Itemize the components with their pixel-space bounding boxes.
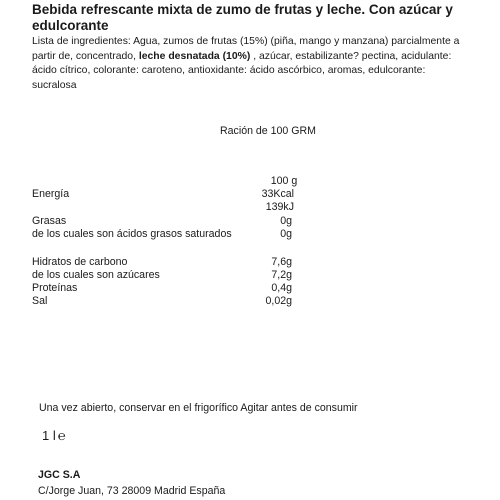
nutrition-label: Grasas bbox=[32, 215, 67, 227]
manufacturer-address: C/Jorge Juan, 73 28009 Madrid España bbox=[38, 485, 226, 497]
nutrition-label: de los cuales son azúcares bbox=[32, 269, 160, 281]
ingredients-list bbox=[32, 35, 472, 93]
nutrition-value: 0g bbox=[280, 215, 292, 227]
nutrition-value: 139kJ bbox=[265, 201, 294, 213]
product-title: Bebida refrescante mixta de zumo de frutas y leche. Con azúcar y edulcorante bbox=[32, 2, 453, 33]
ingredients-text-part1: Lista de ingredientes: Agua, zumos de frutas (15%) (piña, mango y manzana) parcialmente a partir de, concentrado, bbox=[32, 36, 460, 62]
ingredients-text-part2: , azúcar, estabilizante? pectina, acidulante: ácido cítrico, colorante: caroteno, antioxidante: ácido ascórbico, aromas, edulcorante: sucralosa bbox=[32, 50, 452, 91]
portion-label: Ración de 100 GRM bbox=[220, 125, 316, 137]
estimated-sign-icon: ℮ bbox=[57, 428, 66, 443]
nutrition-label: Sal bbox=[32, 295, 48, 307]
manufacturer-name: JGC S.A bbox=[38, 469, 81, 481]
storage-note: Una vez abierto, conservar en el frigorífico Agitar antes de consumir bbox=[39, 402, 358, 414]
nutrition-value: 7,6g bbox=[271, 256, 292, 268]
nutrition-label: de los cuales son ácidos grasos saturados bbox=[32, 228, 232, 240]
nutrition-value: 0,02g bbox=[265, 295, 292, 307]
nutrition-label: Hidratos de carbono bbox=[32, 256, 128, 268]
volume-amount: 1 l bbox=[42, 428, 56, 443]
nutrition-value: 0,4g bbox=[271, 282, 292, 294]
nutrition-value: 33Kcal bbox=[261, 188, 294, 200]
nutrition-column-header: 100 g bbox=[270, 175, 298, 187]
nutrition-value: 0g bbox=[280, 228, 292, 240]
nutrition-label: Energía bbox=[32, 188, 70, 200]
nutrition-label: Proteínas bbox=[32, 282, 78, 294]
ingredients-highlight: leche desnatada (10%) bbox=[138, 50, 251, 62]
nutrition-value: 7,2g bbox=[271, 269, 292, 281]
net-volume bbox=[42, 428, 66, 443]
